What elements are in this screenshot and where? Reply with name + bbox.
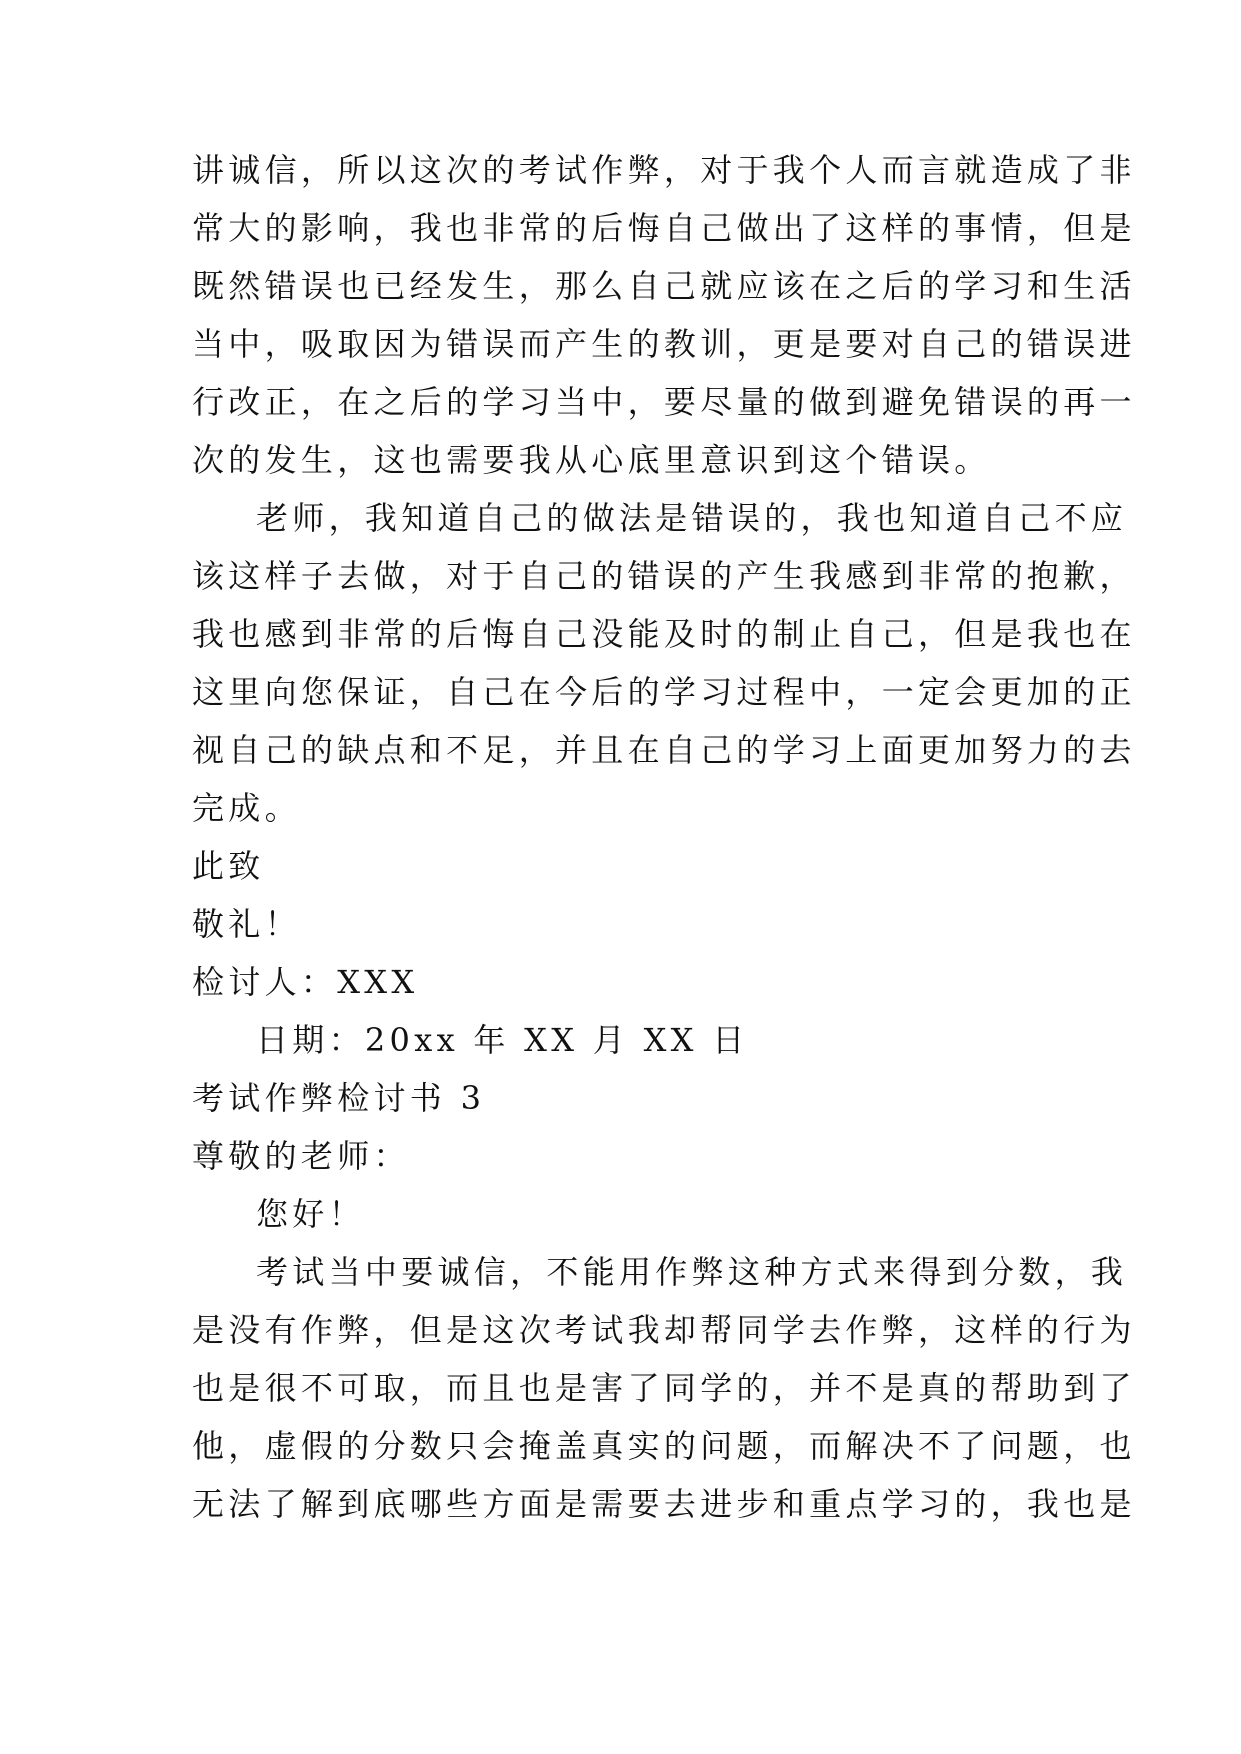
- paragraph-1-line-1: 讲诚信，所以这次的考试作弊，对于我个人而言就造成了非: [192, 151, 1136, 189]
- paragraph-2-line-2: 该这样子去做，对于自己的错误的产生我感到非常的抱歉，: [192, 557, 1136, 595]
- salute-line: 敬礼！: [192, 905, 301, 943]
- paragraph-2-line-1: 老师，我知道自己的做法是错误的，我也知道自己不应: [256, 499, 1128, 537]
- paragraph-1-line-5: 行改正，在之后的学习当中，要尽量的做到避免错误的再一: [192, 383, 1136, 421]
- paragraph-2-line-3: 我也感到非常的后悔自己没能及时的制止自己，但是我也在: [192, 615, 1136, 653]
- paragraph-3-line-1: 考试当中要诚信，不能用作弊这种方式来得到分数，我: [256, 1253, 1128, 1291]
- closing-line: 此致: [192, 847, 265, 885]
- paragraph-3-line-5: 无法了解到底哪些方面是需要去进步和重点学习的，我也是: [192, 1485, 1136, 1523]
- paragraph-3-line-2: 是没有作弊，但是这次考试我却帮同学去作弊，这样的行为: [192, 1311, 1136, 1349]
- paragraph-1-line-2: 常大的影响，我也非常的后悔自己做出了这样的事情，但是: [192, 209, 1136, 247]
- paragraph-1-line-4: 当中，吸取因为错误而产生的教训，更是要对自己的错误进: [192, 325, 1136, 363]
- paragraph-2-line-6: 完成。: [192, 789, 301, 827]
- hello-line: 您好！: [256, 1195, 365, 1233]
- paragraph-1-line-6: 次的发生，这也需要我从心底里意识到这个错误。: [192, 441, 991, 479]
- paragraph-2-line-5: 视自己的缺点和不足，并且在自己的学习上面更加努力的去: [192, 731, 1136, 769]
- paragraph-1-line-3: 既然错误也已经发生，那么自己就应该在之后的学习和生活: [192, 267, 1136, 305]
- section-title: 考试作弊检讨书 3: [192, 1079, 486, 1117]
- paragraph-3-line-4: 他，虚假的分数只会掩盖真实的问题，而解决不了问题，也: [192, 1427, 1136, 1465]
- paragraph-3-line-3: 也是很不可取，而且也是害了同学的，并不是真的帮助到了: [192, 1369, 1136, 1407]
- greeting-line: 尊敬的老师：: [192, 1137, 410, 1175]
- signer-line: 检讨人：XXX: [192, 963, 419, 1001]
- date-line: 日期：20xx 年 XX 月 XX 日: [256, 1021, 749, 1059]
- paragraph-2-line-4: 这里向您保证，自己在今后的学习过程中，一定会更加的正: [192, 673, 1136, 711]
